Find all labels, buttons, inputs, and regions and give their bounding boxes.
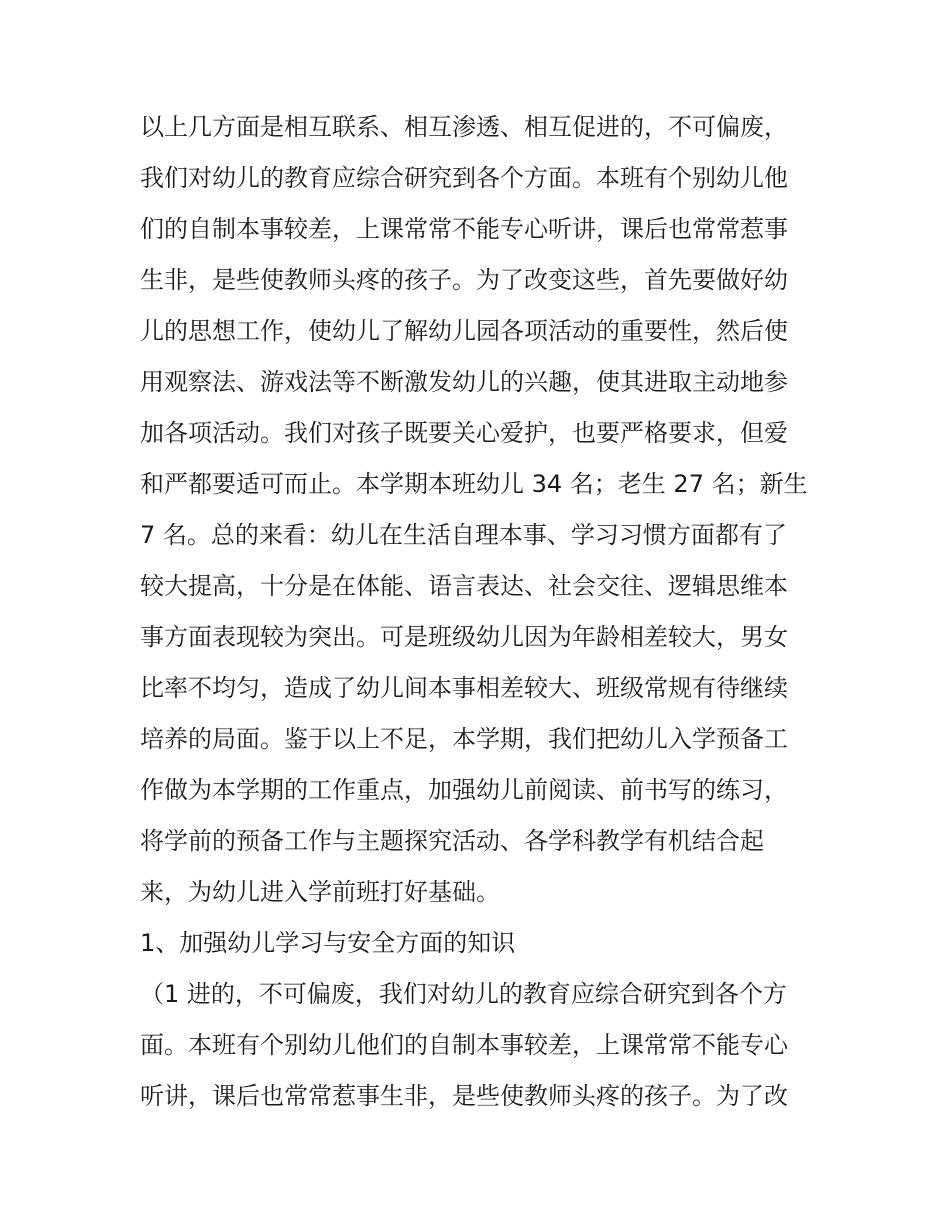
text-line: 我们对幼儿的教育应综合研究到各个方面。本班有个别幼儿他 bbox=[140, 164, 788, 192]
text-line: 和严都要适可而止。本学期本班幼儿 34 名；老生 27 名；新生 bbox=[140, 470, 808, 498]
text-line: 生非，是些使教师头疼的孩子。为了改变这些，首先要做好幼 bbox=[140, 266, 788, 294]
text-line: 将学前的预备工作与主题探究活动、各学科教学有机结合起 bbox=[140, 827, 764, 855]
text-line: 来，为幼儿进入学前班打好基础。 bbox=[140, 878, 500, 906]
text-line: 7 名。总的来看：幼儿在生活自理本事、学习习惯方面都有了 bbox=[140, 521, 787, 549]
body-text bbox=[140, 102, 820, 1122]
text-line: 加各项活动。我们对孩子既要关心爱护，也要严格要求，但爱 bbox=[140, 419, 788, 447]
text-line: 比率不均匀，造成了幼儿间本事相差较大、班级常规有待继续 bbox=[140, 674, 788, 702]
text-line: 面。本班有个别幼儿他们的自制本事较差，上课常常不能专心 bbox=[140, 1031, 788, 1059]
text-line: 儿的思想工作，使幼儿了解幼儿园各项活动的重要性，然后使 bbox=[140, 317, 788, 345]
text-line: 培养的局面。鉴于以上不足，本学期，我们把幼儿入学预备工 bbox=[140, 725, 788, 753]
text-line: 听讲，课后也常常惹事生非，是些使教师头疼的孩子。为了改 bbox=[140, 1082, 788, 1110]
text-line: 用观察法、游戏法等不断激发幼儿的兴趣，使其进取主动地参 bbox=[140, 368, 788, 396]
text-line: 们的自制本事较差，上课常常不能专心听讲，课后也常常惹事 bbox=[140, 215, 788, 243]
text-line: （1 进的，不可偏废，我们对幼儿的教育应综合研究到各个方 bbox=[140, 980, 787, 1008]
text-line: 作做为本学期的工作重点，加强幼儿前阅读、前书写的练习， bbox=[140, 776, 788, 804]
text-line: 较大提高，十分是在体能、语言表达、社会交往、逻辑思维本 bbox=[140, 572, 788, 600]
text-line: 以上几方面是相互联系、相互渗透、相互促进的，不可偏废， bbox=[140, 113, 788, 141]
text-line: 事方面表现较为突出。可是班级幼儿因为年龄相差较大，男女 bbox=[140, 623, 788, 651]
section-heading: 1、加强幼儿学习与安全方面的知识 bbox=[140, 929, 516, 957]
